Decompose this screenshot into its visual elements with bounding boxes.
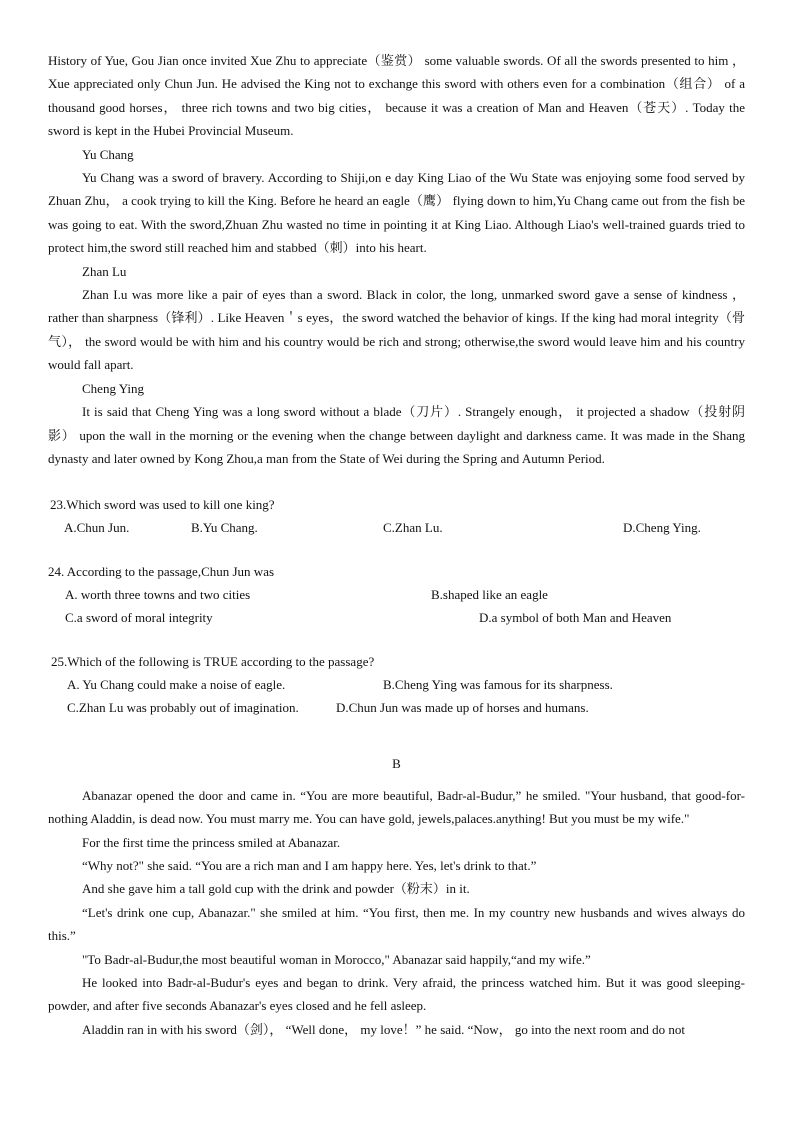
question-stem: 25.Which of the following is TRUE according to the passage?	[51, 654, 375, 670]
option-a[interactable]: A. Yu Chang could make a noise of eagle.	[67, 677, 286, 693]
question-25	[48, 651, 745, 719]
section-title-cheng-ying: Cheng Ying	[82, 380, 144, 396]
section-label-b: B	[392, 756, 401, 772]
option-b[interactable]: B.shaped like an eagle	[431, 587, 548, 603]
option-row	[48, 696, 745, 719]
passage-b-paragraph: Abanazar opened the door and came in. “You are more beautiful, Badr-al-Budur,” he smiled. "Your husband, that good-for-nothing Aladdin, is dead now. You must marry me. You can have gold, jewels,palaces.anything! But you must be my wife."	[48, 787, 745, 827]
section-title-zhan-lu: Zhan Lu	[82, 263, 127, 279]
question-stem: 23.Which sword was used to kill one king?	[50, 497, 275, 513]
paragraph-zhan-lu: Zhan I.u was more like a pair of eyes than a sword. Black in color, the long, unmarked sword gave a sense of kindness ， rather than sharpness（锋利）. Like Heaven＇s eyes，the sword watched the behavior of kings. If the king had moral integrity（骨气）， the sword would be with him and his country would be rich and strong; otherwise,the sword would leave him and his country would fall apart.	[48, 287, 745, 373]
option-c[interactable]: C.Zhan Lu.	[383, 520, 443, 536]
option-c[interactable]: C.a sword of moral integrity	[65, 610, 213, 626]
passage-b-paragraph: "To Badr-al-Budur,the most beautiful woman in Morocco," Abanazar said happily,“and my wife.”	[82, 951, 591, 967]
option-d[interactable]: D.Chun Jun was made up of horses and humans.	[336, 700, 589, 716]
option-row	[48, 583, 745, 606]
passage-b-paragraph: For the first time the princess smiled at Abanazar.	[82, 834, 341, 850]
passage-b-paragraph: He looked into Badr-al-Budur's eyes and began to drink. Very afraid, the princess watched him. But it was good sleeping-powder, and after five seconds Abanazar's eyes closed and he fell asleep.	[48, 974, 745, 1014]
option-c[interactable]: C.Zhan Lu was probably out of imagination.	[67, 700, 299, 716]
option-row	[48, 606, 745, 629]
option-a[interactable]: A.Chun Jun.	[64, 520, 130, 536]
passage-b-paragraph: Aladdin ran in with his sword（剑）， “Well done， my love！” he said. “Now， go into the next room and do not	[82, 1021, 685, 1037]
question-stem: 24. According to the passage,Chun Jun was	[48, 564, 275, 580]
question-24	[48, 561, 745, 629]
option-row	[48, 516, 745, 539]
option-d[interactable]: D.a symbol of both Man and Heaven	[479, 610, 672, 626]
passage-a-intro: History of Yue, Gou Jian once invited Xue Zhu to appreciate（鉴赏） some valuable swords. Of all the swords presented to him ， Xue appreciated only Chun Jun. He advised the King not to exchange this sword with others even for a combination（组合） of a thousand good horses， three rich towns and two big cities， because it was a creation of Man and Heaven（苍天）. Today the sword is kept in the Hubei Provincial Museum.	[48, 53, 745, 139]
option-a[interactable]: A. worth three towns and two cities	[65, 587, 251, 603]
option-b[interactable]: B.Yu Chang.	[191, 520, 258, 536]
option-b[interactable]: B.Cheng Ying was famous for its sharpness.	[383, 677, 613, 693]
passage-b-paragraph: And she gave him a tall gold cup with the drink and powder（粉末）in it.	[82, 881, 470, 897]
passage-b-paragraph: “Why not?" she said. “You are a rich man and I am happy here. Yes, let's drink to that.”	[82, 857, 537, 873]
option-d[interactable]: D.Cheng Ying.	[623, 520, 701, 536]
section-title-yu-chang: Yu Chang	[82, 146, 134, 162]
option-row	[48, 673, 745, 696]
paragraph-cheng-ying: It is said that Cheng Ying was a long sword without a blade（刀片）. Strangely enough， it projected a shadow（投射阴影） upon the wall in the morning or the evening when the change between daylight and darkness came. It was made in the Shang dynasty and later owned by Kong Zhou,a man from the State of Wei during the Spring and Autumn Period.	[48, 404, 745, 466]
question-23	[48, 494, 745, 539]
paragraph-yu-chang: Yu Chang was a sword of bravery. According to Shiji,on e day King Liao of the Wu State was enjoying some food served by Zhuan Zhu， a cook trying to kill the King. Before he heard an eagle（鹰） flying down to him,Yu Chang came out from the fish be was going to eat. With the sword,Zhuan Zhu wasted no time in pointing it at King Liao. Although Liao's well-trained guards tried to protect him,the sword still reached him and stabbed（刺）into his heart.	[48, 170, 745, 256]
document-page	[48, 49, 745, 1041]
passage-b-paragraph: “Let's drink one cup, Abanazar." she smiled at him. “You first, then me. In my country new husbands and wives always do this.”	[48, 904, 745, 944]
